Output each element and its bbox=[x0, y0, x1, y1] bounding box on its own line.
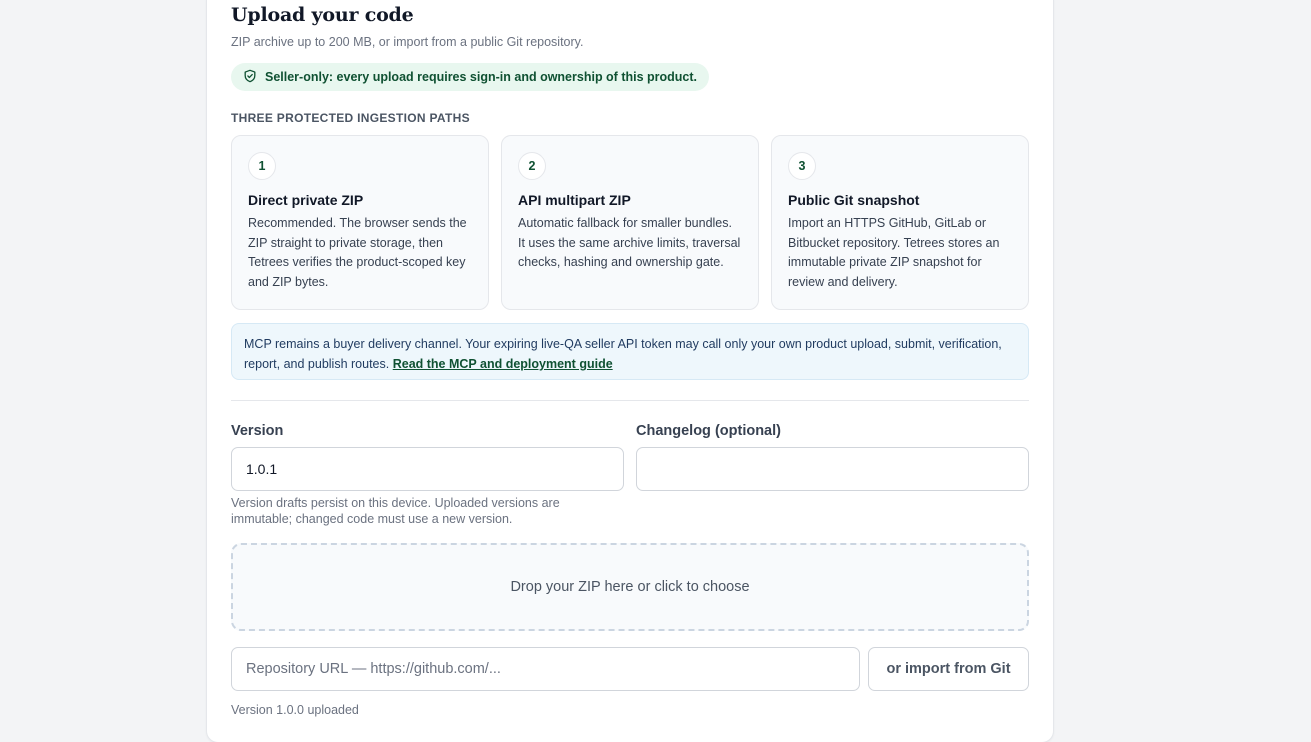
upload-card bbox=[206, 0, 1054, 742]
ingestion-section-label: THREE PROTECTED INGESTION PATHS bbox=[231, 111, 470, 125]
ingestion-paths bbox=[231, 135, 1029, 310]
version-label: Version bbox=[231, 423, 284, 439]
upload-status: Version 1.0.0 uploaded bbox=[231, 703, 359, 717]
step-badge: 2 bbox=[518, 152, 546, 180]
path-title: Public Git snapshot bbox=[788, 192, 920, 208]
path-description: Recommended. The browser sends the ZIP straight to private storage, then Tetrees verifies the product-scoped key and ZIP bytes. bbox=[248, 216, 467, 289]
seller-only-notice bbox=[231, 63, 709, 91]
page-subtitle: ZIP archive up to 200 MB, or import from a public Git repository. bbox=[231, 35, 584, 49]
shield-check-icon bbox=[243, 69, 257, 86]
path-description: Automatic fallback for smaller bundles. It uses the same archive limits, traversal checks, hashing and ownership gate. bbox=[518, 216, 741, 269]
page-title: Upload your code bbox=[231, 4, 414, 26]
path-title: Direct private ZIP bbox=[248, 192, 364, 208]
changelog-label: Changelog (optional) bbox=[636, 423, 781, 439]
divider bbox=[231, 400, 1029, 401]
import-from-git-button[interactable]: or import from Git bbox=[868, 647, 1029, 691]
path-card-direct-zip bbox=[231, 135, 489, 310]
version-input[interactable] bbox=[231, 447, 624, 491]
mcp-guide-link[interactable]: Read the MCP and deployment guide bbox=[392, 357, 613, 371]
step-badge: 1 bbox=[248, 152, 276, 180]
changelog-input[interactable] bbox=[636, 447, 1029, 491]
path-card-git-snapshot bbox=[771, 135, 1029, 310]
path-title: API multipart ZIP bbox=[518, 192, 631, 208]
version-hint: Version drafts persist on this device. Uploaded versions are immutable; changed code must use a new version. bbox=[231, 496, 560, 526]
path-card-api-multipart bbox=[501, 135, 759, 310]
mcp-info-text: MCP remains a buyer delivery channel. Your expiring live-QA seller API token may call only your own product upload, submit, verification, report, and publish routes. bbox=[244, 337, 1002, 371]
repository-url-input[interactable] bbox=[231, 647, 860, 691]
notice-text: Seller-only: every upload requires sign-in and ownership of this product. bbox=[265, 70, 698, 84]
zip-dropzone[interactable] bbox=[231, 543, 1029, 631]
step-badge: 3 bbox=[788, 152, 816, 180]
mcp-info-box bbox=[231, 323, 1029, 380]
path-description: Import an HTTPS GitHub, GitLab or Bitbucket repository. Tetrees stores an immutable private ZIP snapshot for review and delivery. bbox=[788, 216, 1000, 289]
dropzone-label: Drop your ZIP here or click to choose bbox=[510, 579, 750, 595]
